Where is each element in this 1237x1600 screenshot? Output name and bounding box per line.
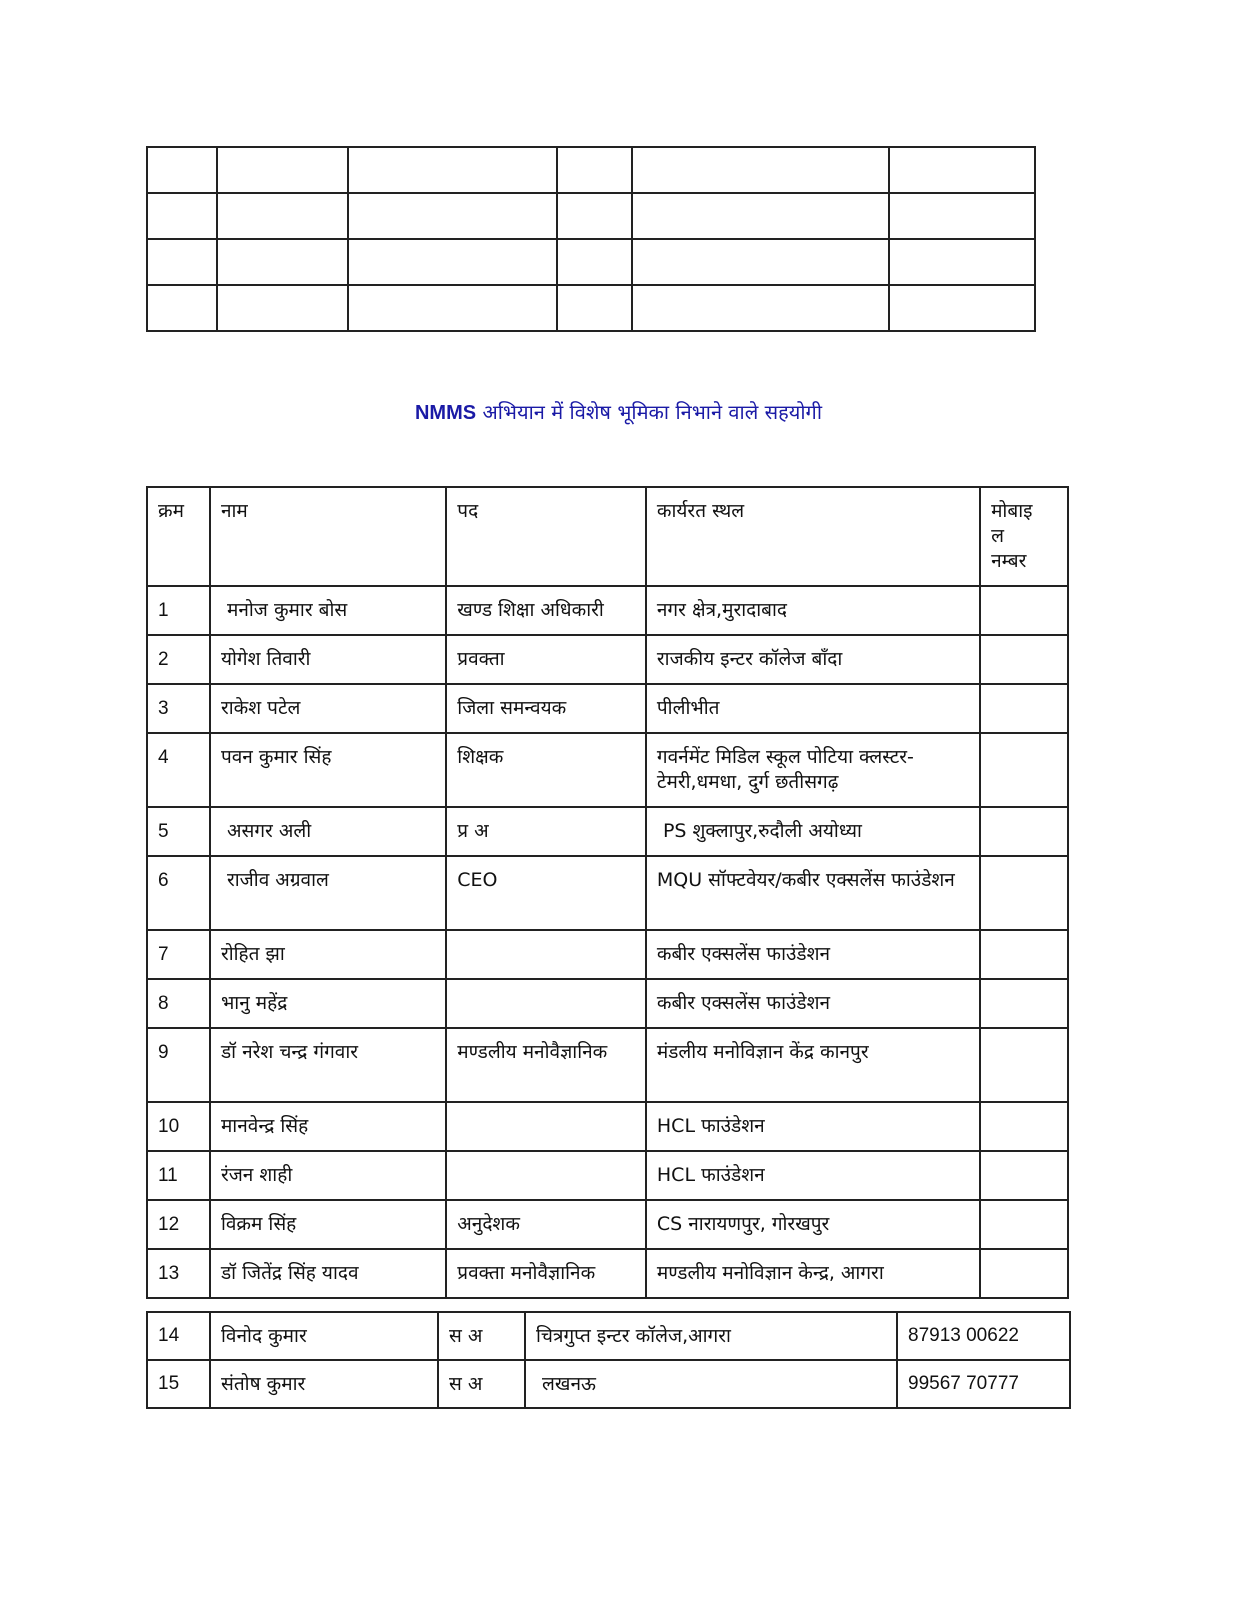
mobile-cell: 99567 70777: [897, 1360, 1070, 1408]
table-row: [147, 1312, 1070, 1360]
mobile-cell: [980, 856, 1068, 930]
serial-cell: 13: [147, 1249, 210, 1298]
post-cell: जिला समन्वयक: [446, 684, 646, 733]
contributors-table: [146, 486, 1069, 1299]
place-cell: नगर क्षेत्र,मुरादाबाद: [646, 586, 980, 635]
table-row: [147, 856, 1068, 930]
serial-cell: 10: [147, 1102, 210, 1151]
serial-cell: 4: [147, 733, 210, 807]
serial-cell: 5: [147, 807, 210, 856]
table-row: [147, 1151, 1068, 1200]
name-cell: राजीव अग्रवाल: [210, 856, 446, 930]
serial-cell: 7: [147, 930, 210, 979]
name-cell: संतोष कुमार: [210, 1360, 438, 1408]
name-cell: पवन कुमार सिंह: [210, 733, 446, 807]
mobile-cell: [980, 635, 1068, 684]
table-row: [147, 586, 1068, 635]
contributors-table-continued: [146, 1311, 1071, 1409]
table-row: [147, 684, 1068, 733]
post-cell: अनुदेशक: [446, 1200, 646, 1249]
mobile-cell: [980, 1102, 1068, 1151]
serial-cell: 14: [147, 1312, 210, 1360]
place-cell: HCL फाउंडेशन: [646, 1151, 980, 1200]
post-cell: स अ: [438, 1360, 525, 1408]
post-cell: CEO: [446, 856, 646, 930]
empty-table: [146, 146, 1036, 332]
col-header-mobile: मोबाइ ल नम्बर: [980, 487, 1068, 586]
mobile-cell: [980, 586, 1068, 635]
table-row: [147, 1028, 1068, 1102]
place-cell: गवर्नमेंट मिडिल स्कूल पोटिया क्लस्टर-टेमरी,धमधा, दुर्ग छतीसगढ़: [646, 733, 980, 807]
serial-cell: 6: [147, 856, 210, 930]
serial-cell: 12: [147, 1200, 210, 1249]
table-row: [147, 1102, 1068, 1151]
post-cell: [446, 1102, 646, 1151]
name-cell: असगर अली: [210, 807, 446, 856]
mobile-cell: [980, 930, 1068, 979]
serial-cell: 9: [147, 1028, 210, 1102]
table-row: [147, 979, 1068, 1028]
mobile-cell: [980, 807, 1068, 856]
name-cell: डॉ जितेंद्र सिंह यादव: [210, 1249, 446, 1298]
mobile-cell: [980, 979, 1068, 1028]
serial-cell: 2: [147, 635, 210, 684]
col-header-name: नाम: [210, 487, 446, 586]
table-row: [147, 285, 1035, 331]
serial-cell: 11: [147, 1151, 210, 1200]
post-cell: शिक्षक: [446, 733, 646, 807]
name-cell: मनोज कुमार बोस: [210, 586, 446, 635]
place-cell: मंडलीय मनोविज्ञान केंद्र कानपुर: [646, 1028, 980, 1102]
name-cell: रंजन शाही: [210, 1151, 446, 1200]
name-cell: राकेश पटेल: [210, 684, 446, 733]
table-row: [147, 733, 1068, 807]
place-cell: मण्डलीय मनोविज्ञान केन्द्र, आगरा: [646, 1249, 980, 1298]
place-cell: पीलीभीत: [646, 684, 980, 733]
page-title: [0, 398, 1237, 425]
header-row: [147, 487, 1068, 586]
serial-cell: 8: [147, 979, 210, 1028]
mobile-cell: 87913 00622: [897, 1312, 1070, 1360]
place-cell: लखनऊ: [525, 1360, 897, 1408]
mobile-cell: [980, 733, 1068, 807]
post-cell: [446, 1151, 646, 1200]
place-cell: MQU सॉफ्टवेयर/कबीर एक्सलेंस फाउंडेशन: [646, 856, 980, 930]
table-row: [147, 930, 1068, 979]
col-header-post: पद: [446, 487, 646, 586]
post-cell: [446, 930, 646, 979]
serial-cell: 3: [147, 684, 210, 733]
serial-cell: 1: [147, 586, 210, 635]
col-header-sn: क्रम: [147, 487, 210, 586]
post-cell: प्र अ: [446, 807, 646, 856]
mobile-cell: [980, 684, 1068, 733]
place-cell: कबीर एक्सलेंस फाउंडेशन: [646, 930, 980, 979]
name-cell: विनोद कुमार: [210, 1312, 438, 1360]
name-cell: डॉ नरेश चन्द्र गंगवार: [210, 1028, 446, 1102]
post-cell: स अ: [438, 1312, 525, 1360]
table-row: [147, 193, 1035, 239]
place-cell: PS शुक्लापुर,रुदौली अयोध्या: [646, 807, 980, 856]
post-cell: प्रवक्ता: [446, 635, 646, 684]
name-cell: मानवेन्द्र सिंह: [210, 1102, 446, 1151]
name-cell: योगेश तिवारी: [210, 635, 446, 684]
serial-cell: 15: [147, 1360, 210, 1408]
table-row: [147, 1200, 1068, 1249]
place-cell: HCL फाउंडेशन: [646, 1102, 980, 1151]
place-cell: राजकीय इन्टर कॉलेज बाँदा: [646, 635, 980, 684]
post-cell: [446, 979, 646, 1028]
title-text: अभियान में विशेष भूमिका निभाने वाले सहयोगी: [482, 400, 822, 424]
mobile-cell: [980, 1200, 1068, 1249]
place-cell: चित्रगुप्त इन्टर कॉलेज,आगरा: [525, 1312, 897, 1360]
title-prefix: NMMS: [414, 402, 477, 424]
col-header-place: कार्यरत स्थल: [646, 487, 980, 586]
name-cell: भानु महेंद्र: [210, 979, 446, 1028]
post-cell: खण्ड शिक्षा अधिकारी: [446, 586, 646, 635]
table-row: [147, 239, 1035, 285]
table-row: [147, 1360, 1070, 1408]
name-cell: विक्रम सिंह: [210, 1200, 446, 1249]
place-cell: कबीर एक्सलेंस फाउंडेशन: [646, 979, 980, 1028]
post-cell: प्रवक्ता मनोवैज्ञानिक: [446, 1249, 646, 1298]
mobile-cell: [980, 1151, 1068, 1200]
post-cell: मण्डलीय मनोवैज्ञानिक: [446, 1028, 646, 1102]
mobile-cell: [980, 1028, 1068, 1102]
mobile-cell: [980, 1249, 1068, 1298]
table-row: [147, 147, 1035, 193]
table-row: [147, 807, 1068, 856]
table-row: [147, 1249, 1068, 1298]
place-cell: CS नारायणपुर, गोरखपुर: [646, 1200, 980, 1249]
table-row: [147, 635, 1068, 684]
name-cell: रोहित झा: [210, 930, 446, 979]
